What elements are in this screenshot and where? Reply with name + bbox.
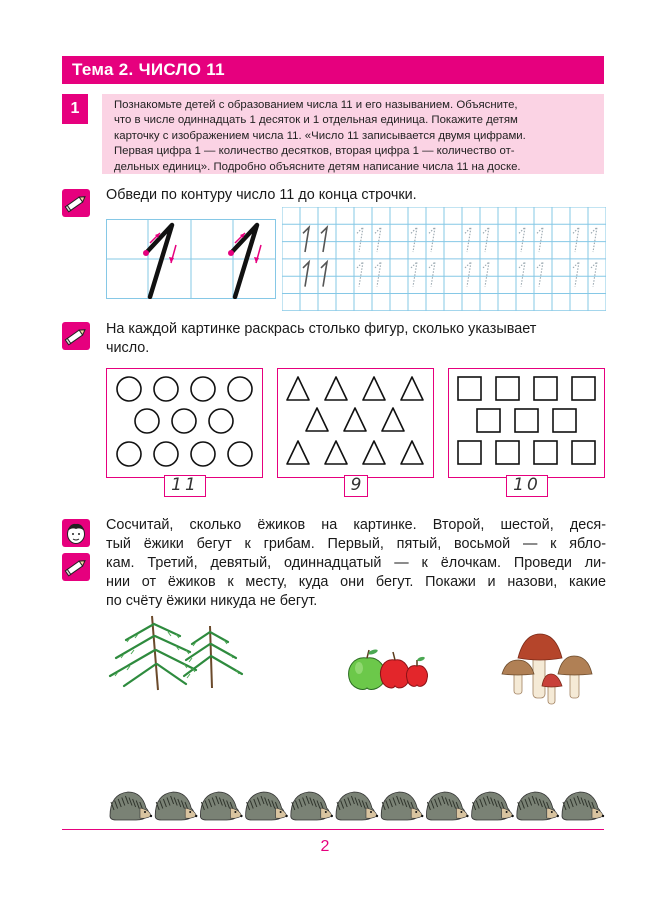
trace-digit-one (573, 262, 579, 287)
intro-line: что в числе одиннадцать 1 десяток и 1 отдельная единица. Покажите детям (114, 114, 518, 127)
child-face-icon (62, 519, 90, 547)
trace-digit-one (411, 262, 417, 287)
pencil-icon (62, 322, 90, 350)
trace-digit-one (303, 262, 309, 287)
task2-line: число. (106, 340, 150, 356)
squares-panel (448, 368, 605, 478)
task3-line: Сосчитай, сколько ёжиков на картинке. Второй, шестой, деся- (106, 517, 606, 533)
triangles-panel (277, 368, 434, 478)
task3-line: кам. Третий, девятый, одиннадцатый — к ёлочкам. Проведи ли- (106, 555, 606, 571)
fir-trees-illustration[interactable] (106, 606, 246, 692)
trace-digit-one (573, 227, 579, 252)
teacher-instructions (102, 94, 604, 174)
digit-sample-grid (106, 219, 276, 299)
trace-digit-one (429, 262, 435, 287)
trace-digit-one (357, 227, 363, 252)
trace-digit-one (375, 262, 381, 287)
hedgehog (336, 792, 378, 820)
trace-digit-one (519, 262, 525, 287)
trace-digit-one (465, 262, 471, 287)
task3-line: тый ёжики бегут к грибам. Первый, пятый, восьмой — к ябло- (106, 536, 606, 552)
hedgehog (426, 792, 468, 820)
hedgehog (517, 792, 559, 820)
intro-line: карточку с изображением числа 11. «Число 11 записывается двумя цифрами. (114, 129, 526, 142)
hedgehog (381, 792, 423, 820)
hedgehog (472, 792, 514, 820)
hedgehog (200, 792, 242, 820)
triangles-count-tile (344, 475, 368, 497)
circles-panel (106, 368, 263, 478)
trace-digit-one (537, 262, 543, 287)
trace-digit-one (483, 227, 489, 252)
triangles-figures[interactable] (278, 369, 432, 476)
pencil-icon (62, 189, 90, 217)
footer-divider (62, 829, 604, 830)
circles-figures[interactable] (107, 369, 261, 476)
trace-digit-one (429, 227, 435, 252)
mushrooms-illustration[interactable] (500, 632, 602, 708)
trace-digit-one (591, 227, 597, 252)
trace-digit-one (465, 227, 471, 252)
hedgehog (155, 792, 197, 820)
trace-digit-one (321, 262, 327, 287)
hedgehog (562, 792, 604, 820)
trace-digit-one (483, 262, 489, 287)
intro-line: дельных единиц». Подробно объясните детям написание числа 11 на доске. (114, 160, 521, 173)
trace-digit-one (357, 262, 363, 287)
squares-figures[interactable] (449, 369, 603, 476)
task3-instruction (106, 516, 606, 611)
hedgehog (291, 792, 333, 820)
task1-instruction: Обведи по контуру число 11 до конца строчки. (106, 187, 417, 203)
task2-line: На каждой картинке раскрась столько фигур, сколько указывает (106, 321, 537, 337)
pencil-icon (62, 553, 90, 581)
squares-count-label: 10 (513, 475, 541, 495)
trace-digit-one (537, 227, 543, 252)
task2-instruction (106, 320, 606, 358)
hedgehogs-row[interactable] (106, 786, 606, 826)
apples-illustration[interactable] (345, 648, 431, 692)
trace-digit-one (519, 227, 525, 252)
trace-digit-one (591, 262, 597, 287)
intro-line: Познакомьте детей с образованием числа 11 и его называнием. Объясните, (114, 99, 518, 111)
hedgehog (246, 792, 288, 820)
trace-digit-one (375, 227, 381, 252)
trace-digit-one (321, 227, 327, 252)
trace-digit-one (303, 227, 309, 252)
circles-count-label: 11 (171, 475, 199, 495)
page-title: Тема 2. ЧИСЛО 11 (62, 56, 604, 84)
hedgehog (110, 792, 152, 820)
page-number: 2 (320, 838, 330, 855)
triangles-count-label: 9 (350, 475, 362, 495)
task3-line: нии от ёжиков к месту, куда они бегут. Покажи и назови, какие (106, 574, 606, 590)
section-number-badge: 1 (62, 94, 88, 124)
trace-digit-one (411, 227, 417, 252)
circles-count-tile (164, 475, 206, 497)
intro-line: Первая цифра 1 — количество десятков, вторая цифра 1 — количество от- (114, 145, 515, 158)
squares-count-tile (506, 475, 548, 497)
tracing-grid[interactable] (282, 207, 606, 311)
task3-line: по счёту ёжики никуда не бегут. (106, 593, 318, 609)
